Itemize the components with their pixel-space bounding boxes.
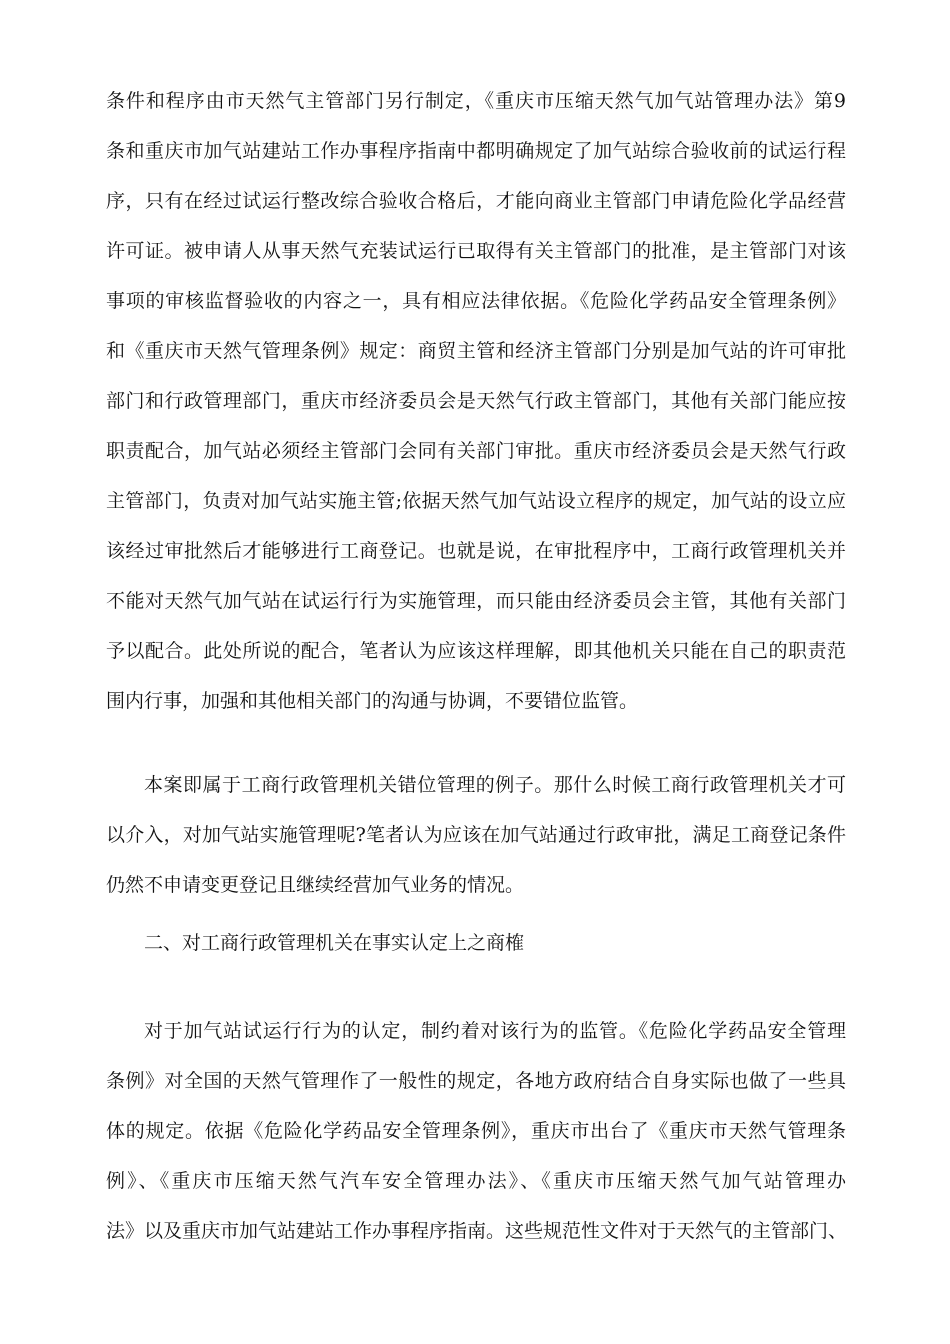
paragraph-3 xyxy=(106,1006,846,1256)
paragraph-line: 主管部门，负责对加气站实施主管;依据天然气加气站设立程序的规定，加气站的设立应 xyxy=(106,490,846,512)
paragraph-line: 对于加气站试运行行为的认定，制约着对该行为的监管。《危险化学药品安全管理 xyxy=(144,1020,846,1042)
paragraph-line: 条例》对全国的天然气管理作了一般性的规定，各地方政府结合自身实际也做了一些具 xyxy=(106,1070,846,1092)
paragraph-line: 本案即属于工商行政管理机关错位管理的例子。那什么时候工商行政管理机关才可 xyxy=(144,774,846,796)
paragraph-line: 不能对天然气加气站在试运行行为实施管理，而只能由经济委员会主管，其他有关部门 xyxy=(106,590,846,612)
paragraph-line: 予以配合。此处所说的配合，笔者认为应该这样理解，即其他机关只能在自己的职责范 xyxy=(106,640,846,662)
paragraph-line: 围内行事，加强和其他相关部门的沟通与协调，不要错位监管。 xyxy=(106,690,639,712)
paragraph-line: 法》以及重庆市加气站建站工作办事程序指南。这些规范性文件对于天然气的主管部门、 xyxy=(106,1220,848,1242)
section-heading-block xyxy=(106,918,846,968)
section-heading: 二、对工商行政管理机关在事实认定上之商榷 xyxy=(144,932,525,954)
paragraph-2 xyxy=(106,760,846,910)
paragraph-line: 体的规定。依据《危险化学药品安全管理条例》，重庆市出台了《重庆市天然气管理条 xyxy=(106,1120,846,1142)
paragraph-line: 许可证。被申请人从事天然气充装试运行已取得有关主管部门的批准，是主管部门对该 xyxy=(106,240,846,262)
paragraph-line: 条件和程序由市天然气主管部门另行制定，《重庆市压缩天然气加气站管理办法》第9 xyxy=(106,90,846,112)
paragraph-line: 序，只有在经过试运行整改综合验收合格后，才能向商业主管部门申请危险化学品经营 xyxy=(106,190,846,212)
paragraph-1 xyxy=(106,76,846,726)
paragraph-line: 和《重庆市天然气管理条例》规定：商贸主管和经济主管部门分别是加气站的许可审批 xyxy=(106,340,846,362)
paragraph-line: 仍然不申请变更登记且继续经营加气业务的情况。 xyxy=(106,874,525,896)
paragraph-line: 条和重庆市加气站建站工作办事程序指南中都明确规定了加气站综合验收前的试运行程 xyxy=(106,140,846,162)
paragraph-line: 部门和行政管理部门，重庆市经济委员会是天然气行政主管部门，其他有关部门能应按 xyxy=(106,390,846,412)
paragraph-line: 职责配合，加气站必须经主管部门会同有关部门审批。重庆市经济委员会是天然气行政 xyxy=(106,440,846,462)
paragraph-line: 事项的审核监督验收的内容之一，具有相应法律依据。《危险化学药品安全管理条例》 xyxy=(106,290,846,312)
paragraph-line: 例》、《重庆市压缩天然气汽车安全管理办法》、《重庆市压缩天然气加气站管理办 xyxy=(106,1170,846,1192)
paragraph-line: 以介入，对加气站实施管理呢?笔者认为应该在加气站通过行政审批，满足工商登记条件 xyxy=(106,824,846,846)
paragraph-line: 该经过审批然后才能够进行工商登记。也就是说，在审批程序中，工商行政管理机关并 xyxy=(106,540,846,562)
